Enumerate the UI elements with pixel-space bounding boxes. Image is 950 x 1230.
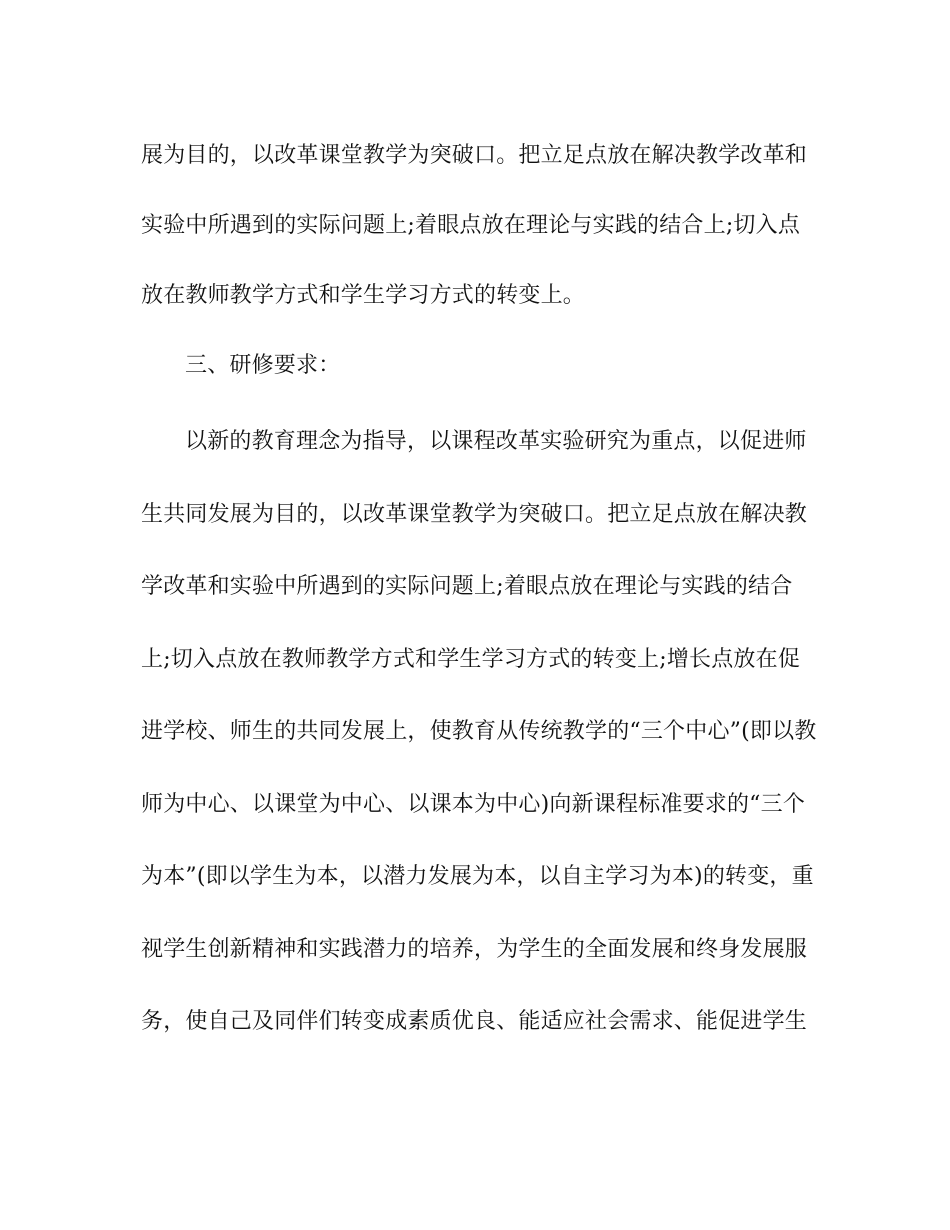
paragraph-2-line-1: 以新的教育理念为指导，以课程改革实验研究为重点，以促进师 [185,429,807,454]
paragraph-2-line-8: 视学生创新精神和实践潜力的培养，为学生的全面发展和终身发展服 [141,937,808,962]
paragraph-2-line-3: 学改革和实验中所遇到的实际问题上;着眼点放在理论与实践的结合 [141,574,793,599]
paragraph-2-line-5: 进学校、师生的共同发展上，使教育从传统教学的“三个中心”(即以教 [141,719,817,744]
paragraph-1-line-3: 放在教师教学方式和学生学习方式的转变上。 [141,283,586,308]
paragraph-1-line-1: 展为目的，以改革课堂教学为突破口。把立足点放在解决教学改革和 [141,143,808,168]
paragraph-2-line-7: 为本”(即以学生为本，以潜力发展为本，以自主学习为本)的转变，重 [141,864,814,889]
paragraph-2-line-6: 师为中心、以课堂为中心、以课本为中心)向新课程标准要求的“三个 [141,792,806,817]
section-heading: 三、研修要求： [185,353,341,378]
paragraph-1-line-2: 实验中所遇到的实际问题上;着眼点放在理论与实践的结合上;切入点 [141,213,801,238]
paragraph-2-line-9: 务，使自己及同伴们转变成素质优良、能适应社会需求、能促进学生 [141,1009,808,1034]
paragraph-2-line-4: 上;切入点放在教师教学方式和学生学习方式的转变上;增长点放在促 [141,647,801,672]
paragraph-2-line-2: 生共同发展为目的，以改革课堂教学为突破口。把立足点放在解决教 [141,502,808,527]
